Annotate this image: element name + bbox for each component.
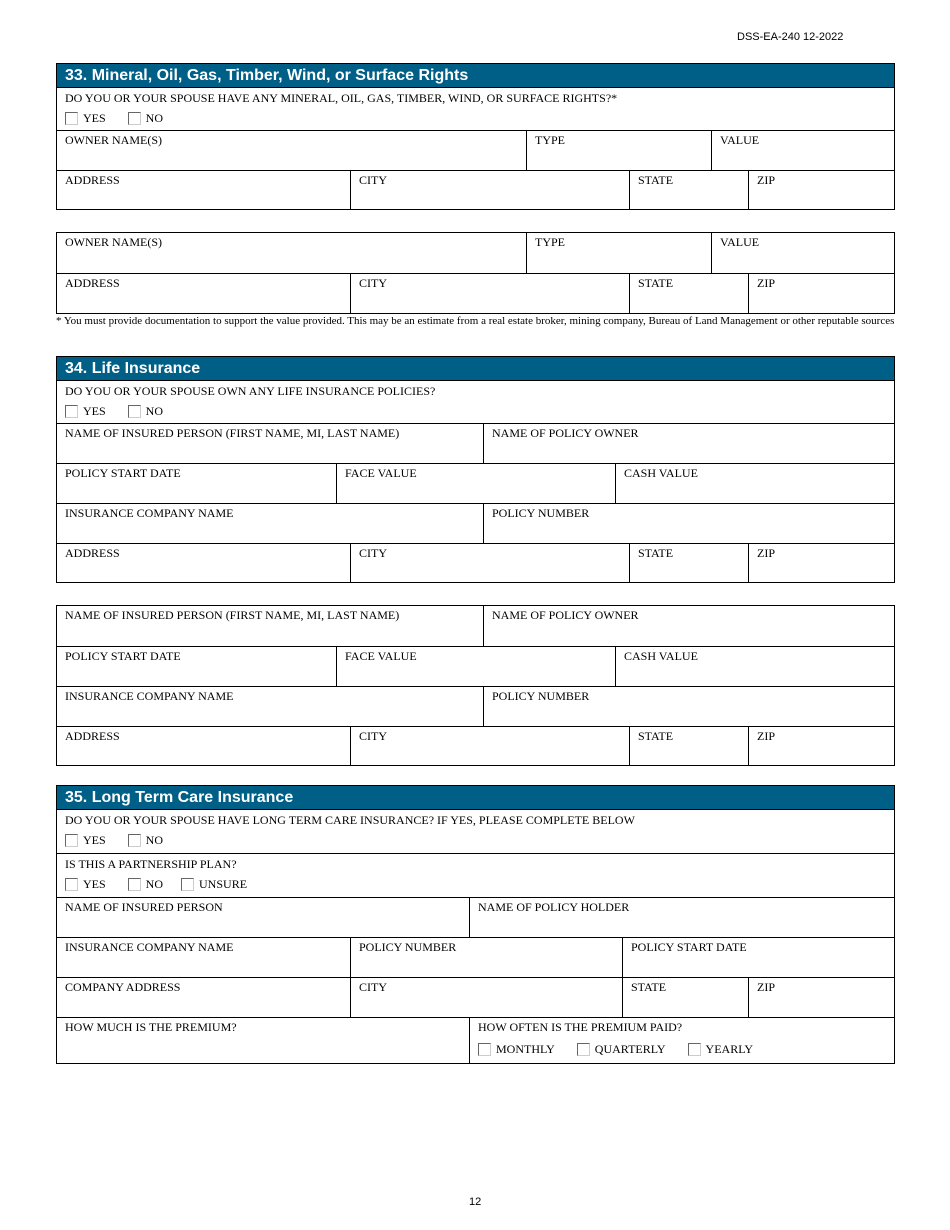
s34-zip-field-2[interactable]: ZIP — [748, 727, 894, 765]
s35-quarterly-option[interactable] — [577, 1042, 666, 1056]
s34-city-field-2[interactable]: CITY — [350, 727, 629, 765]
s33-state-field-2[interactable]: STATE — [629, 274, 748, 313]
s34-company-field[interactable]: INSURANCE COMPANY NAME — [65, 506, 234, 520]
s35-policy-number-field[interactable]: POLICY NUMBER — [350, 938, 622, 977]
s34-no-label: NO — [145, 403, 164, 418]
checkbox-icon[interactable] — [65, 405, 78, 418]
checkbox-icon[interactable] — [65, 878, 78, 891]
s33-footnote: * You must provide documentation to support the value provided. This may be an estimate from a real estate broker, mining company, Bureau of Land Management or other reputable sources — [56, 315, 895, 327]
page-number: 12 — [469, 1196, 482, 1208]
s35-partnership-row — [57, 853, 894, 897]
s35-insured-field[interactable]: NAME OF INSURED PERSON — [65, 900, 223, 914]
checkbox-icon[interactable] — [128, 834, 141, 847]
s35-partnership-unsure-label: UNSURE — [199, 876, 248, 891]
s35-premium-amount-field[interactable]: HOW MUCH IS THE PREMIUM? — [65, 1020, 237, 1034]
s35-partnership-no-option[interactable] — [128, 877, 163, 892]
s34-state-field[interactable]: STATE — [629, 544, 748, 582]
s33-zip-field[interactable]: ZIP — [748, 171, 894, 209]
s33-owner-name-field-2[interactable]: OWNER NAME(S) — [65, 235, 162, 249]
s34-policy-number-field[interactable]: POLICY NUMBER — [483, 504, 894, 543]
s33-value-field-2[interactable]: VALUE — [711, 233, 894, 273]
s33-question: DO YOU OR YOUR SPOUSE HAVE ANY MINERAL, OIL, GAS, TIMBER, WIND, OR SURFACE RIGHTS?* — [65, 91, 618, 105]
s35-city-field[interactable]: CITY — [350, 978, 622, 1017]
checkbox-icon[interactable] — [577, 1043, 590, 1056]
s34-company-field-2[interactable]: INSURANCE COMPANY NAME — [65, 689, 234, 703]
s34-insured-field-2[interactable]: NAME OF INSURED PERSON (FIRST NAME, MI, LAST NAME) — [65, 608, 400, 622]
s33-value-field[interactable]: VALUE — [711, 131, 894, 170]
s35-partnership-yes-label: YES — [83, 876, 106, 891]
s33-city-field-2[interactable]: CITY — [350, 274, 629, 313]
s34-question-row — [57, 381, 894, 423]
section-34-entry-2 — [56, 605, 895, 766]
s35-question: DO YOU OR YOUR SPOUSE HAVE LONG TERM CARE INSURANCE? IF YES, PLEASE COMPLETE BELOW — [65, 813, 635, 827]
checkbox-icon[interactable] — [688, 1043, 701, 1056]
s35-premium-frequency-label: HOW OFTEN IS THE PREMIUM PAID? — [478, 1020, 683, 1034]
s33-state-field[interactable]: STATE — [629, 171, 748, 209]
s34-policy-owner-field[interactable]: NAME OF POLICY OWNER — [483, 424, 894, 463]
s34-face-value-field-2[interactable]: FACE VALUE — [336, 647, 615, 686]
s33-no-option[interactable] — [128, 111, 163, 126]
s35-monthly-option[interactable] — [478, 1042, 555, 1056]
s34-city-field[interactable]: CITY — [350, 544, 629, 582]
s34-yes-option[interactable] — [65, 404, 106, 419]
s33-yes-label: YES — [83, 110, 106, 125]
s34-face-value-field[interactable]: FACE VALUE — [336, 464, 615, 503]
s33-type-field-2[interactable]: TYPE — [526, 233, 711, 273]
checkbox-icon[interactable] — [478, 1043, 491, 1056]
s33-city-field[interactable]: CITY — [350, 171, 629, 209]
section-35 — [56, 785, 895, 1064]
s34-address-field-2[interactable]: ADDRESS — [65, 729, 120, 743]
s35-company-address-field[interactable]: COMPANY ADDRESS — [65, 980, 181, 994]
s34-address-field[interactable]: ADDRESS — [65, 546, 120, 560]
s33-yes-option[interactable] — [65, 111, 106, 126]
s34-cash-value-field-2[interactable]: CASH VALUE — [615, 647, 894, 686]
s35-yes-option[interactable] — [65, 833, 106, 848]
form-code: DSS-EA-240 12-2022 — [737, 31, 844, 43]
s34-start-date-field-2[interactable]: POLICY START DATE — [65, 649, 181, 663]
checkbox-icon[interactable] — [65, 834, 78, 847]
s35-yearly-label: YEARLY — [705, 1042, 754, 1056]
s33-no-label: NO — [145, 110, 164, 125]
section-35-title: 35. Long Term Care Insurance — [57, 786, 894, 810]
section-34-title: 34. Life Insurance — [57, 357, 894, 381]
s35-state-field[interactable]: STATE — [622, 978, 748, 1017]
checkbox-icon[interactable] — [128, 405, 141, 418]
s33-zip-field-2[interactable]: ZIP — [748, 274, 894, 313]
s35-quarterly-label: QUARTERLY — [594, 1042, 666, 1056]
s35-partnership-yes-option[interactable] — [65, 877, 106, 892]
s35-monthly-label: MONTHLY — [496, 1042, 555, 1056]
s35-partnership-no-label: NO — [145, 876, 164, 891]
s35-start-date-field[interactable]: POLICY START DATE — [622, 938, 894, 977]
s33-address-field-2[interactable]: ADDRESS — [65, 276, 120, 290]
s33-type-field[interactable]: TYPE — [526, 131, 711, 170]
s34-insured-field[interactable]: NAME OF INSURED PERSON (FIRST NAME, MI, LAST NAME) — [65, 426, 400, 440]
s35-yearly-option[interactable] — [688, 1042, 753, 1056]
s34-state-field-2[interactable]: STATE — [629, 727, 748, 765]
s34-no-option[interactable] — [128, 404, 163, 419]
s35-company-field[interactable]: INSURANCE COMPANY NAME — [65, 940, 234, 954]
s34-cash-value-field[interactable]: CASH VALUE — [615, 464, 894, 503]
checkbox-icon[interactable] — [128, 878, 141, 891]
s34-zip-field[interactable]: ZIP — [748, 544, 894, 582]
checkbox-icon[interactable] — [181, 878, 194, 891]
s34-policy-owner-field-2[interactable]: NAME OF POLICY OWNER — [483, 606, 894, 646]
s34-yes-label: YES — [83, 403, 106, 418]
section-33-entry-2 — [56, 232, 895, 314]
section-33-title: 33. Mineral, Oil, Gas, Timber, Wind, or Surface Rights — [57, 64, 894, 88]
checkbox-icon[interactable] — [65, 112, 78, 125]
s34-question: DO YOU OR YOUR SPOUSE OWN ANY LIFE INSURANCE POLICIES? — [65, 384, 436, 398]
s35-question-row — [57, 810, 894, 853]
s35-yes-label: YES — [83, 832, 106, 847]
section-33 — [56, 63, 895, 210]
s35-policy-holder-field[interactable]: NAME OF POLICY HOLDER — [469, 898, 894, 937]
s34-policy-number-field-2[interactable]: POLICY NUMBER — [483, 687, 894, 726]
s33-owner-name-field[interactable]: OWNER NAME(S) — [65, 133, 162, 147]
s35-premium-frequency-cell — [469, 1018, 894, 1063]
s35-no-option[interactable] — [128, 833, 163, 848]
section-34 — [56, 356, 895, 583]
checkbox-icon[interactable] — [128, 112, 141, 125]
s35-no-label: NO — [145, 832, 164, 847]
s33-question-row — [57, 88, 894, 130]
s35-partnership-question: IS THIS A PARTNERSHIP PLAN? — [65, 857, 237, 871]
s35-partnership-unsure-option[interactable] — [181, 877, 247, 892]
s34-start-date-field[interactable]: POLICY START DATE — [65, 466, 181, 480]
s35-zip-field[interactable]: ZIP — [748, 978, 894, 1017]
s33-address-field[interactable]: ADDRESS — [65, 173, 120, 187]
